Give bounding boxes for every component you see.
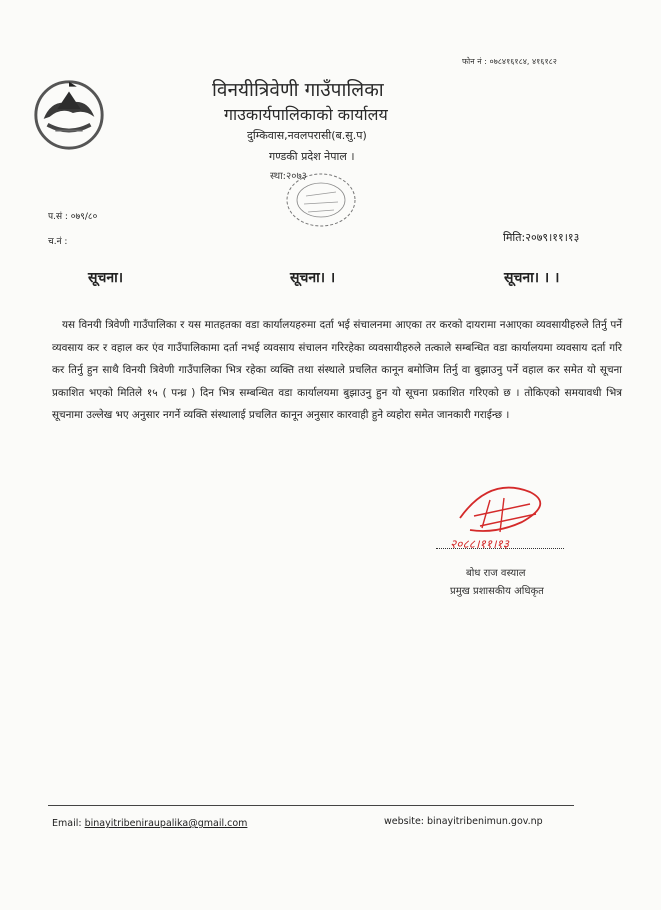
footer-website[interactable]: website: binayitribenimun.gov.np <box>384 816 543 827</box>
signatory-name: बोध राज वस्याल <box>466 568 526 579</box>
nepal-emblem-icon <box>30 74 108 152</box>
address-line-2: गण्डकी प्रदेश नेपाल । <box>269 150 355 163</box>
address-line-1: दुम्किवास,नवलपरासी(ब.सु.प) <box>247 129 367 142</box>
reference-number: प.सं : ०७९/८० <box>48 212 98 222</box>
notice-heading-2: सूचना। । <box>290 270 336 286</box>
stamp-number: स्था:२०७३ <box>270 171 307 182</box>
notice-heading-1: सूचना। <box>88 270 124 286</box>
signatory-title: प्रमुख प्रशासकीय अधिकृत <box>450 586 544 597</box>
dispatch-number: च.नं : <box>48 237 68 247</box>
phone-number: फोन नं : ०७८४१६१८४, ४१६१८२ <box>462 57 557 66</box>
notice-heading-3: सूचना। । । <box>504 270 560 286</box>
notice-body: यस विनयी त्रिवेणी गाउँपालिका र यस मातहतका वडा कार्यालयहरुमा दर्ता भई संचालनमा आएका तर करको दायरामा नआएका व्यवसायीहरुले तिर्नु पर्ने व्यवसाय कर र वहाल कर एंव गाउँपालिकामा दर्ता नभई व्यवसाय संचालन गरिरहेका व्यवसायीहरुले तत्काले सम्बन्धित वडा कार्यालयमा व्यवसाय दर्ता गरि कर तिर्नु हुन साथै विनयी त्रिवेणी गाउँपालिका भित्र रहेका व्यक्ति तथा संस्थाले प्रचलित कानून बमोजिम तिर्नु वा बुझाउनु पर्ने वहाल कर समेत यो सूचना प्रकाशित भएको मितिले १५ ( पन्ध्र ) दिन भित्र सम्बन्धित वडा कार्यालयमा बुझाउनु हुन यो सूचना प्रकाशित गरिएको छ । तोकिएको समयावधी भित्र सूचनामा उल्लेख भए अनुसार नगर्ने व्यक्ति संस्थालाई प्रचलित कानून अनुसार कारवाही हुने व्यहोरा समेत जानकारी गराईन्छ । <box>52 319 622 422</box>
footer-email <box>52 818 247 829</box>
signature-line <box>436 548 564 549</box>
email-label: Email: <box>52 818 82 829</box>
signature-icon <box>430 478 570 558</box>
date: मिति:२०७९।११।१३ <box>503 231 580 244</box>
svg-text:२०८८।११।१३: २०८८।११।१३ <box>450 537 510 551</box>
office-title: विनयीत्रिवेणी गाउँपालिका <box>212 79 384 101</box>
email-link[interactable]: binayitribeniraupalika@gmail.com <box>84 818 248 829</box>
office-subtitle: गाउकार्यपालिकाको कार्यालय <box>224 105 388 124</box>
footer-divider <box>48 805 574 806</box>
